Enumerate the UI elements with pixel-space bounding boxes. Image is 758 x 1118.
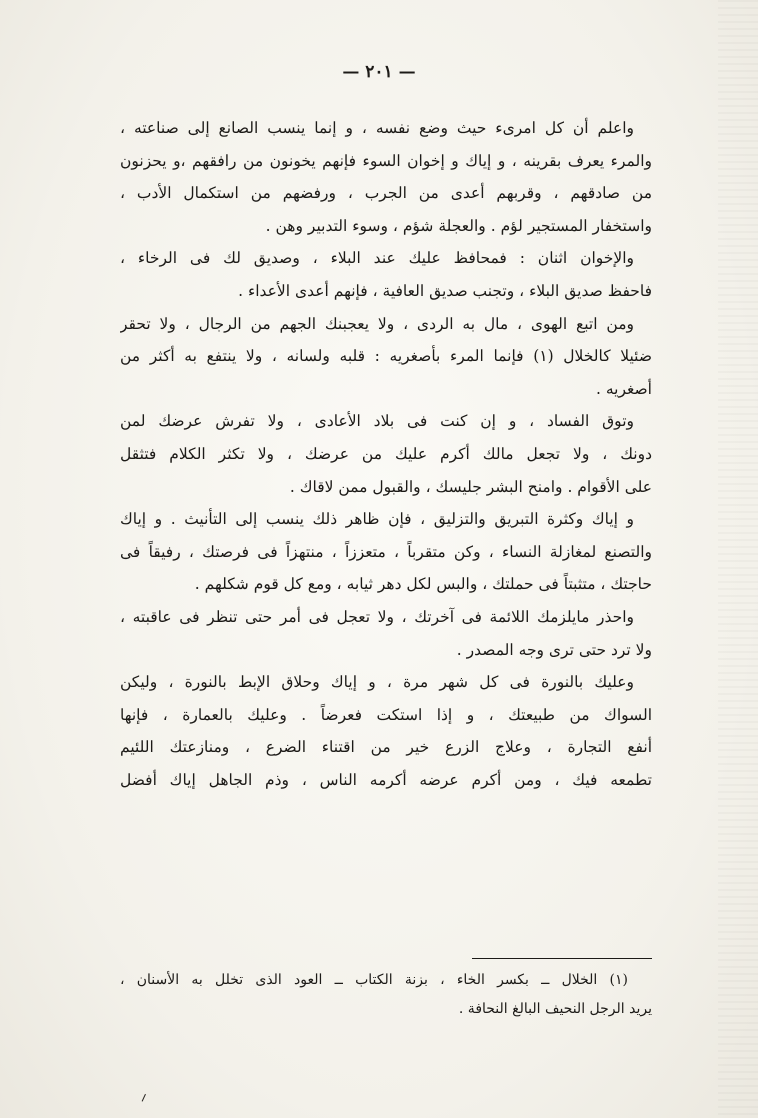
text-line: واعلم أن كل امرىء حيث وضع نفسه ، و إنما ينسب الصانع إلى صناعته ، — [120, 119, 634, 137]
text-line: ضئيلا كالخلال (١) فإنما المرء بأصغريه : قلبه ولسانه ، ولا ينتفع به أكثر من — [120, 347, 652, 366]
text-line: والتصنع لمغازلة النساء ، وكن متقرباً ، متعززاً ، منتهزاً فى فرصتك ، رفيقاً فى — [120, 542, 652, 561]
text-line: وعليك بالنورة فى كل شهر مرة ، و إياك وحلاق الإبط بالنورة ، وليكن — [120, 673, 634, 692]
text-line: السواك من طبيعتك ، و إذا استكت فعرضاً . وعليك بالعمارة ، فإنها — [120, 705, 652, 724]
text-line: دونك ، ولا تجعل مالك أكرم عليك من عرضك ، ولا تكثر الكلام فتثقل — [120, 444, 652, 463]
main-text — [120, 112, 652, 796]
text-line: واستخفار المستجير لؤم . والعجلة شؤم ، وسوء التدبير وهن . — [265, 216, 652, 235]
text-line: من صادقهم ، وقربهم أعدى من الجرب ، ورفضهم من استكمال الأدب ، — [120, 184, 652, 203]
text-line: واحذر مايلزمك اللائمة فى آخرتك ، ولا تعجل فى أمر حتى تنظر فى عاقبته ، — [120, 607, 634, 626]
text-line: والإخوان اثنان : فمحافظ عليك عند البلاء ، وصديق لك فى الرخاء ، — [120, 249, 634, 268]
footnote-line: يريد الرجل النحيف البالغ النحافة . — [458, 1001, 652, 1017]
stray-pen-mark — [142, 1094, 152, 1104]
text-line: حاجتك ، متثبتاً فى حملتك ، والبس لكل دهر ثيابه ، ومع كل قوم شكلهم . — [194, 575, 652, 594]
text-line: ولا ترد حتى ترى وجه المصدر . — [456, 640, 652, 659]
text-line: و إياك وكثرة التبريق والتزليق ، فإن ظاهر ذلك ينسب إلى التأنيث . و إياك — [120, 510, 634, 529]
footnotes — [120, 966, 652, 1024]
text-line: ومن اتبع الهوى ، مال به الردى ، ولا يعجبنك الجهم من الرجال ، ولا تحقر — [120, 314, 634, 333]
footnote-line: (١) الخلال ــ بكسر الخاء ، بزنة الكتاب ــ العود الذى تخلل به الأسنان ، — [120, 972, 628, 988]
text-line: على الأقوام . وامنح البشر جليسك ، والقبول ممن لاقاك . — [289, 477, 652, 496]
footnote-separator — [472, 958, 652, 959]
page-number: — ٢٠١ — — [342, 62, 416, 82]
page-edge-scan-noise — [718, 0, 758, 1118]
text-line: أصغريه . — [596, 379, 652, 398]
text-line: وتوق الفساد ، و إن كنت فى بلاد الأعادى ، ولا تفرش عرضك لمن — [120, 412, 634, 431]
text-line: تطمعه فيك ، ومن أكرم عرضه أكرمه الناس ، وذم الجاهل إياك أفضل — [120, 770, 652, 789]
text-line: والمرء يعرف بقرينه ، و إياك و إخوان السوء فإنهم يخونون من رافقهم ،و يحزنون — [120, 151, 652, 170]
text-line: أنفع التجارة ، وعلاج الزرع خير من اقتناء الضرع ، ومنازعتك اللئيم — [120, 738, 652, 757]
text-line: فاحفظ صديق البلاء ، وتجنب صديق العافية ، فإنهم أعدى الأعداء . — [238, 281, 652, 300]
